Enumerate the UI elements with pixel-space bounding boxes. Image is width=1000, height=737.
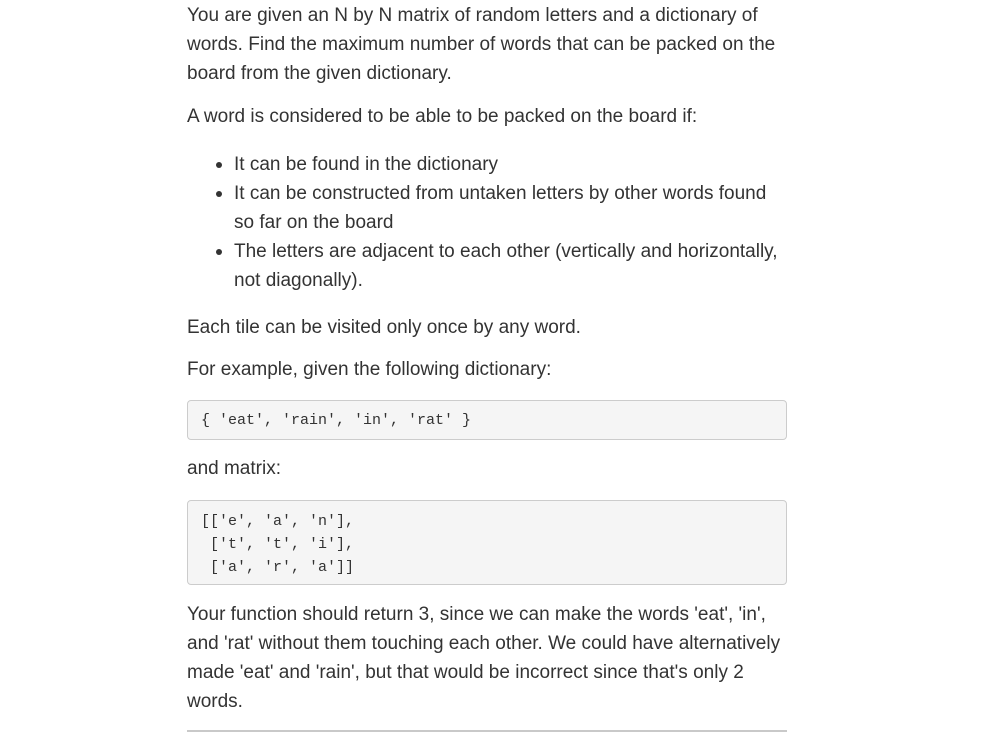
list-item: The letters are adjacent to each other (vertically and horizontally, not diagonally). bbox=[234, 237, 787, 295]
condition-lead-paragraph: A word is considered to be able to be packed on the board if: bbox=[187, 106, 698, 127]
conditions-list bbox=[187, 150, 787, 295]
tile-rule-paragraph: Each tile can be visited only once by any word. bbox=[187, 317, 581, 338]
list-item: It can be found in the dictionary bbox=[234, 150, 787, 179]
example-lead-paragraph: For example, given the following dictionary: bbox=[187, 359, 552, 380]
dictionary-code-block: { 'eat', 'rain', 'in', 'rat' } bbox=[187, 400, 787, 440]
explanation-paragraph: Your function should return 3, since we can make the words 'eat', 'in', and 'rat' without them touching each other. We could have alternatively made 'eat' and 'rain', but that would be incorrect since that's only 2 words. bbox=[187, 604, 781, 712]
list-item: It can be constructed from untaken letters by other words found so far on the board bbox=[234, 179, 787, 237]
matrix-lead-paragraph: and matrix: bbox=[187, 458, 281, 479]
matrix-code-block: [['e', 'a', 'n'], ['t', 't', 'i'], ['a', 'r', 'a']] bbox=[187, 500, 787, 585]
intro-paragraph: You are given an N by N matrix of random letters and a dictionary of words. Find the maximum number of words that can be packed on the board from the given dictionary. bbox=[187, 5, 776, 84]
section-divider bbox=[187, 730, 787, 732]
